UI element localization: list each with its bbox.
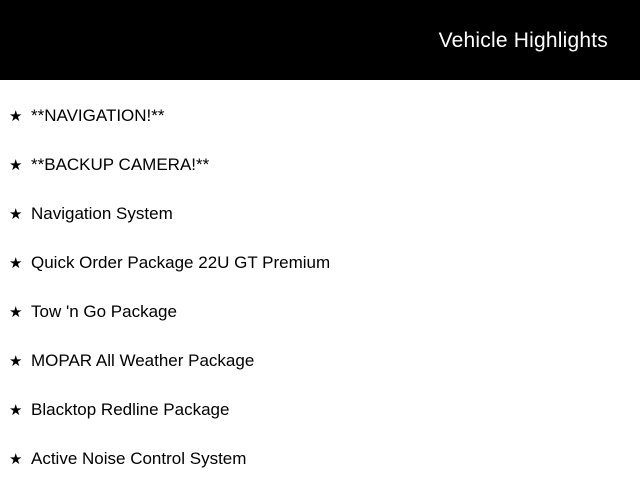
star-icon: ★: [9, 451, 23, 468]
page-title: Vehicle Highlights: [438, 28, 608, 52]
list-item: [0, 190, 640, 239]
star-icon: ★: [9, 157, 23, 174]
list-item-label: Tow 'n Go Package: [31, 302, 177, 322]
list-item-label: **BACKUP CAMERA!**: [31, 155, 210, 175]
star-icon: ★: [9, 206, 23, 223]
header-bar: [0, 0, 640, 80]
list-item: [0, 386, 640, 435]
list-item-label: Navigation System: [31, 204, 173, 224]
list-item: [0, 239, 640, 288]
list-item-label: MOPAR All Weather Package: [31, 351, 255, 371]
highlights-list: [0, 80, 640, 484]
list-item: [0, 435, 640, 484]
list-item-label: Active Noise Control System: [31, 449, 247, 469]
star-icon: ★: [9, 108, 23, 125]
list-item: [0, 337, 640, 386]
list-item-label: **NAVIGATION!**: [31, 106, 165, 126]
list-item: [0, 288, 640, 337]
list-item: [0, 141, 640, 190]
list-item-label: Quick Order Package 22U GT Premium: [31, 253, 331, 273]
list-item: [0, 92, 640, 141]
list-item-label: Blacktop Redline Package: [31, 400, 230, 420]
star-icon: ★: [9, 304, 23, 321]
star-icon: ★: [9, 353, 23, 370]
star-icon: ★: [9, 402, 23, 419]
star-icon: ★: [9, 255, 23, 272]
